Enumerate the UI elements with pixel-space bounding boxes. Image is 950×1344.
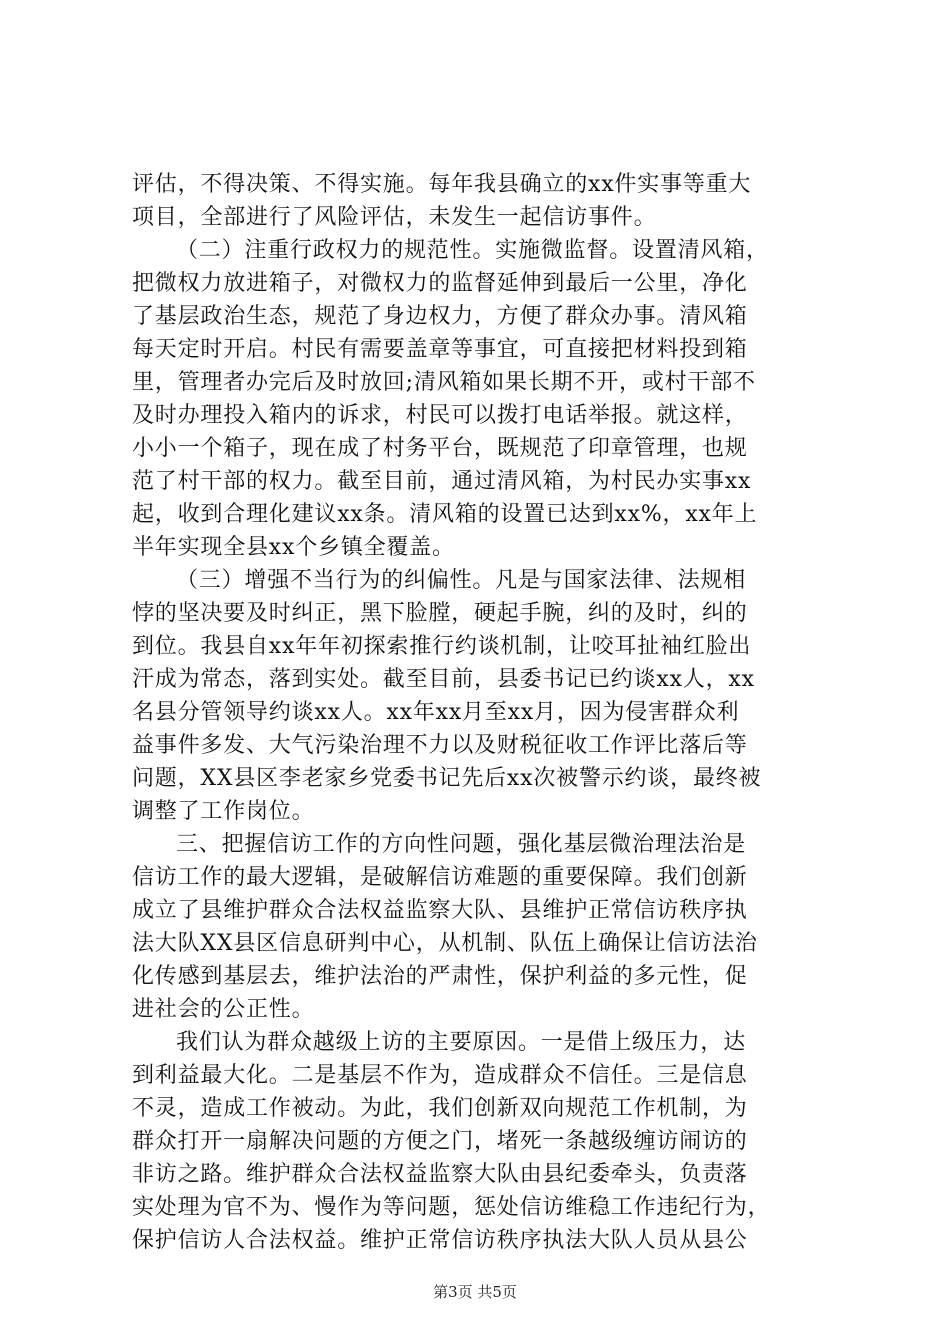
text-line: 问题，XX县区李老家乡党委书记先后xx次被警示约谈，最终被	[132, 766, 762, 791]
text-line: 评估，不得决策、不得实施。每年我县确立的xx件实事等重大	[132, 172, 752, 197]
text-line: 信访工作的最大逻辑，是破解信访难题的重要保障。我们创新	[132, 865, 748, 890]
text-line: 里，管理者办完后及时放回;清风箱如果长期不开，或村干部不	[132, 370, 756, 395]
text-line: 调整了工作岗位。	[132, 799, 315, 824]
text-line: 小小一个箱子，现在成了村务平台，既规范了印章管理，也规	[132, 436, 748, 461]
text-line: 半年实现全县xx个乡镇全覆盖。	[132, 535, 455, 560]
text-line: 成立了县维护群众合法权益监察大队、县维护正常信访秩序执	[132, 898, 748, 923]
text-line: （二）注重行政权力的规范性。实施微监督。设置清风箱，	[176, 238, 769, 263]
text-line: 到位。我县自xx年年初探索推行约谈机制，让咬耳扯袖红脸出	[132, 634, 752, 659]
text-line: 进社会的公正性。	[132, 997, 315, 1022]
text-line: 化传感到基层去，维护法治的严肃性，保护利益的多元性，促	[132, 964, 748, 989]
text-line: 及时办理投入箱内的诉求，村民可以拨打电话举报。就这样，	[132, 403, 748, 428]
text-line: 了基层政治生态，规范了身边权力，方便了群众办事。清风箱	[132, 304, 748, 329]
text-line: 法大队XX县区信息研判中心，从机制、队伍上确保让信访法治	[132, 931, 758, 956]
page-number: 第3页 共5页	[433, 1283, 517, 1301]
text-line: 把微权力放进箱子，对微权力的监督延伸到最后一公里，净化	[132, 271, 748, 296]
text-line: 不灵，造成工作被动。为此，我们创新双向规范工作机制，为	[132, 1096, 748, 1121]
text-line: 项目，全部进行了风险评估，未发生一起信访事件。	[132, 205, 657, 230]
text-line: 名县分管领导约谈xx人。xx年xx月至xx月，因为侵害群众利	[132, 700, 740, 725]
text-line: 每天定时开启。村民有需要盖章等事宜，可直接把材料投到箱	[132, 337, 748, 362]
text-line: 益事件多发、大气污染治理不力以及财税征收工作评比落后等	[132, 733, 748, 758]
text-line: （三）增强不当行为的纠偏性。凡是与国家法律、法规相	[176, 568, 747, 593]
text-line: 实处理为官不为、慢作为等问题，惩处信访维稳工作违纪行为，	[132, 1195, 771, 1220]
text-line: 我们认为群众越级上访的主要原因。一是借上级压力，达	[176, 1030, 747, 1055]
text-line: 范了村干部的权力。截至目前，通过清风箱，为村民办实事xx	[132, 469, 752, 494]
text-line: 汗成为常态，落到实处。截至目前，县委书记已约谈xx人，xx	[132, 667, 755, 692]
text-line: 三、把握信访工作的方向性问题，强化基层微治理法治是	[176, 832, 747, 857]
text-line: 非访之路。维护群众合法权益监察大队由县纪委牵头，负责落	[132, 1162, 748, 1187]
text-line: 起，收到合理化建议xx条。清风箱的设置已达到xx%，xx年上	[132, 502, 758, 527]
text-line: 保护信访人合法权益。维护正常信访秩序执法大队人员从县公	[132, 1228, 748, 1253]
text-line: 到利益最大化。二是基层不作为，造成群众不信任。三是信息	[132, 1063, 748, 1088]
text-line: 悖的坚决要及时纠正，黑下脸膛，硬起手腕，纠的及时，纠的	[132, 601, 748, 626]
text-line: 群众打开一扇解决问题的方便之门，堵死一条越级缠访闹访的	[132, 1129, 748, 1154]
